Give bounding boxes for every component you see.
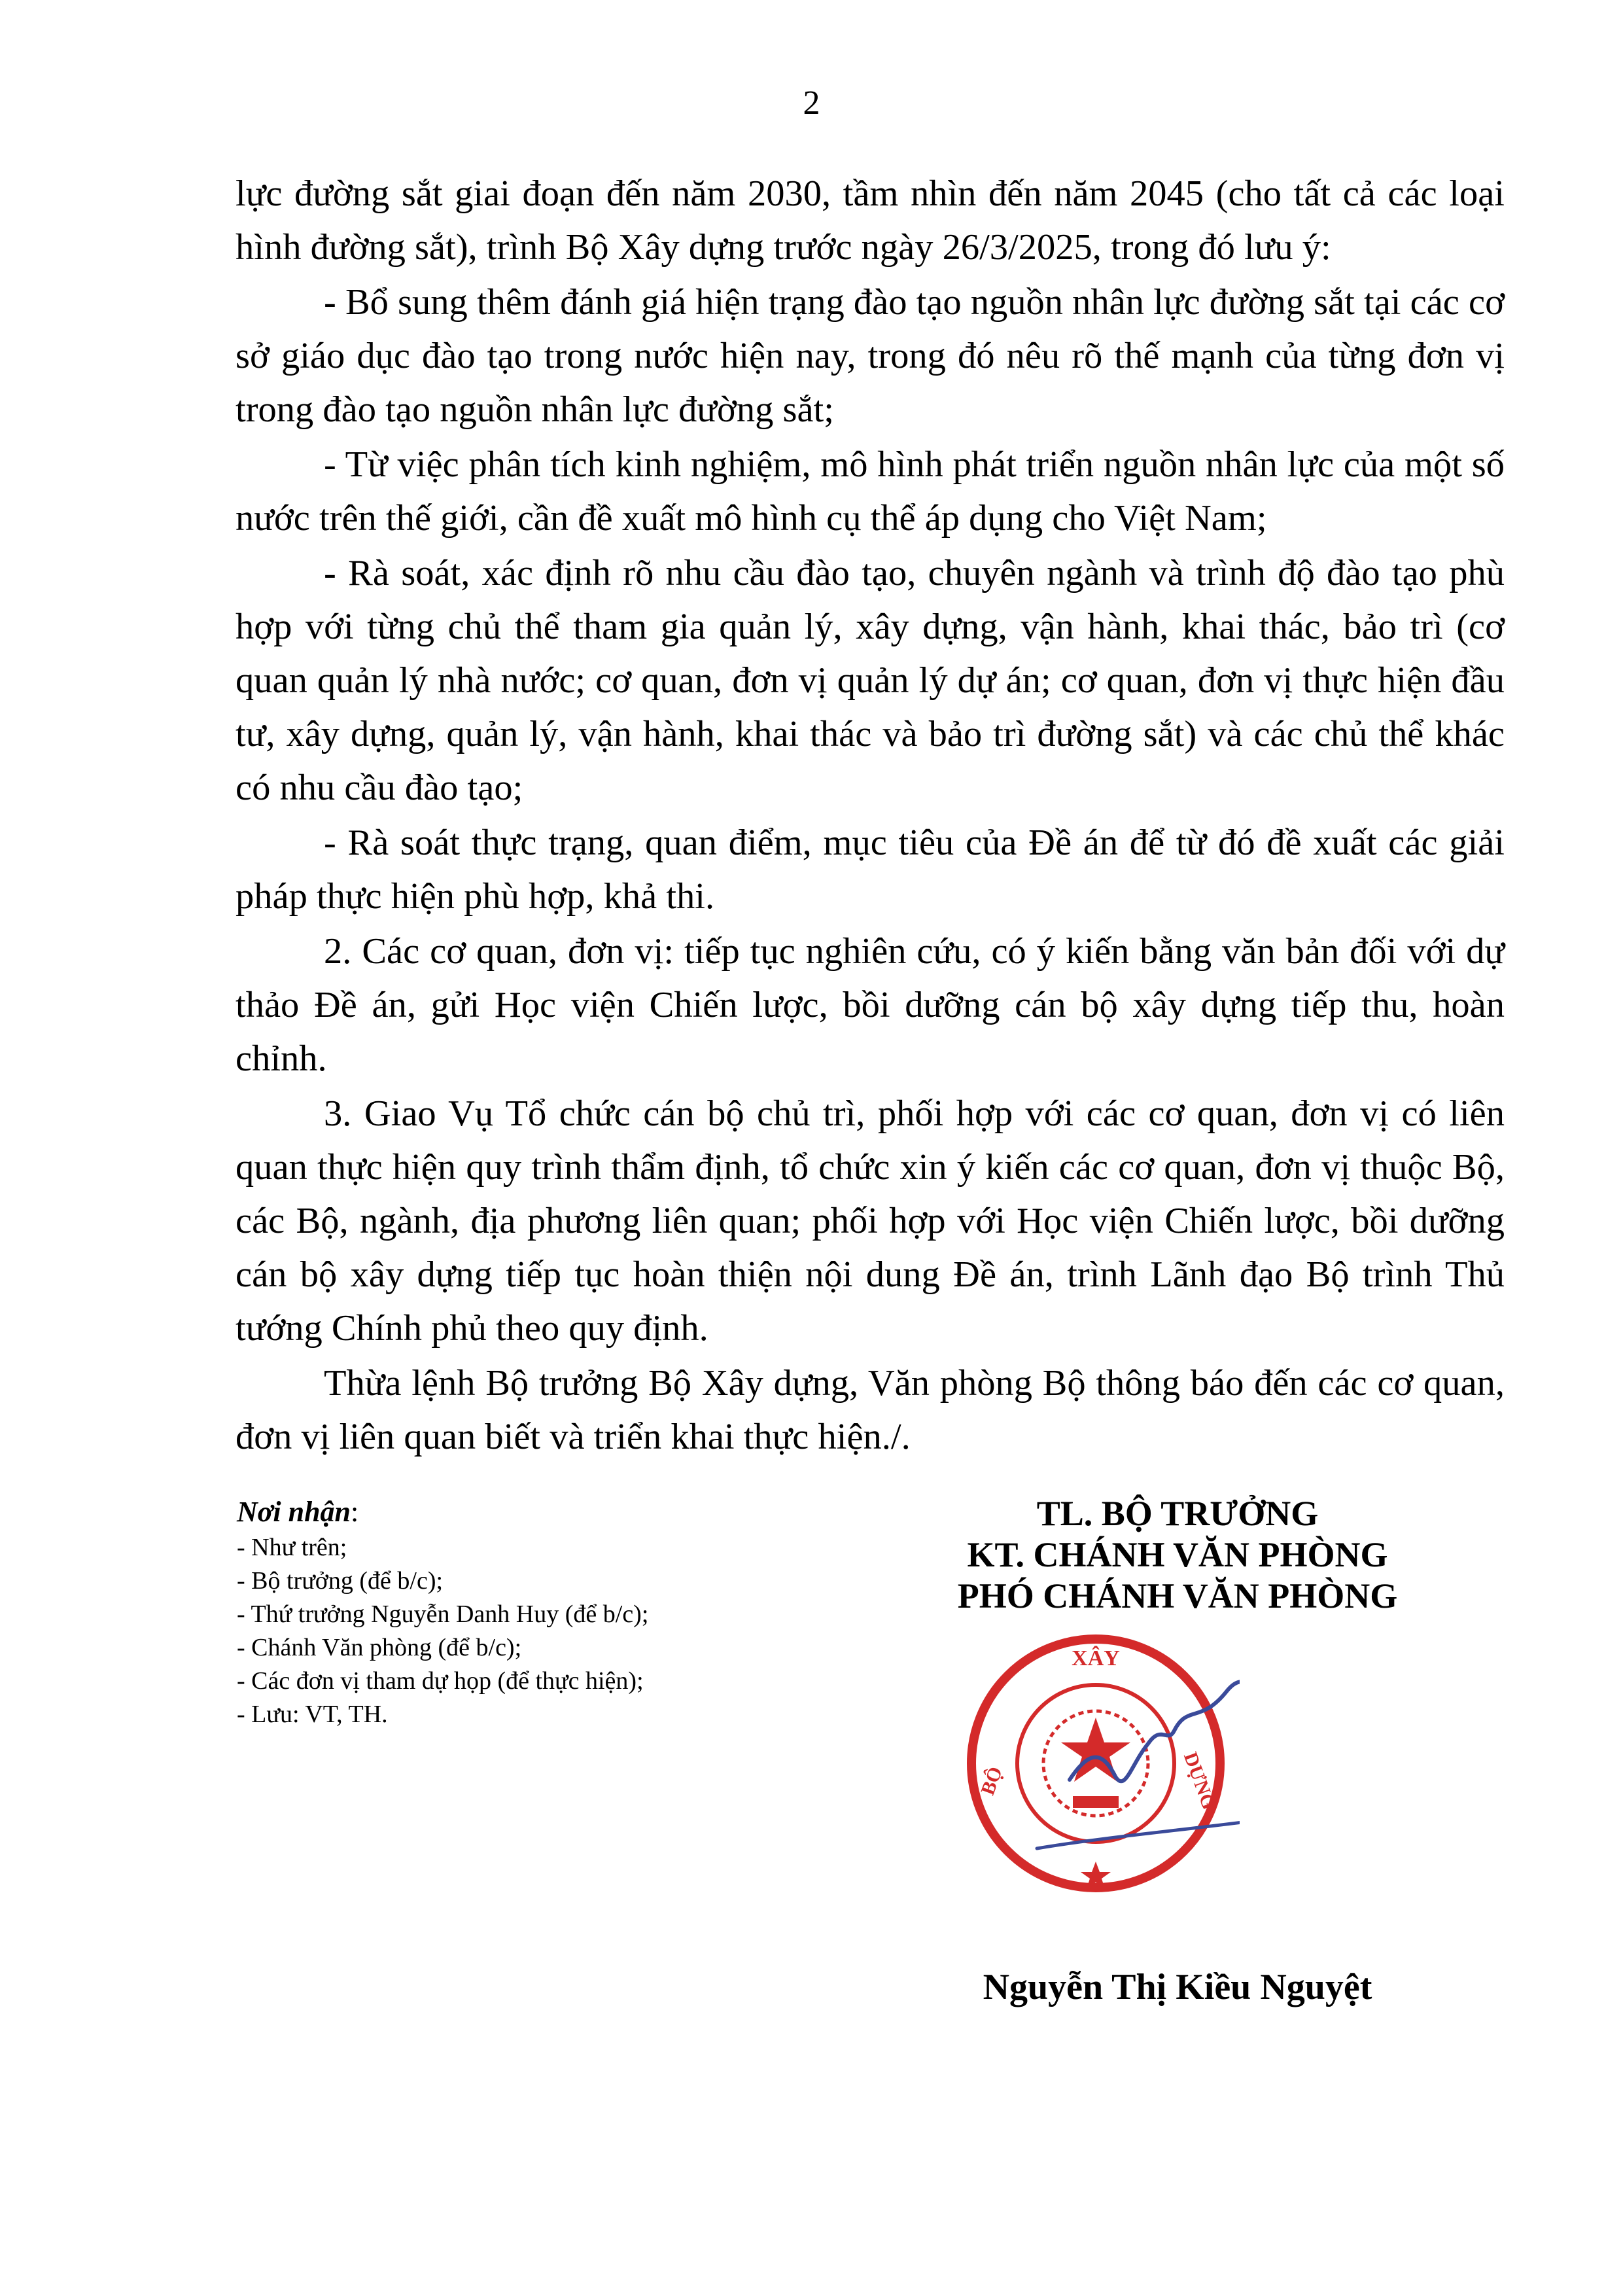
page-number: 2 [803,84,820,122]
paragraph: - Rà soát, xác định rõ nhu cầu đào tạo, chuyên ngành và trình độ đào tạo phù hợp với từng chủ thể tham gia quản lý, xây dựng, vận hành, khai thác, bảo trì (cơ quan quản lý nhà nước; cơ quan, đơn vị quản lý dự án; cơ quan, đơn vị thực hiện đầu tư, xây dựng, quản lý, vận hành, khai thác và bảo trì đường sắt) và các chủ thể khác có nhu cầu đào tạo; [236,553,1505,808]
recipients-title-text: Nơi nhận [237,1496,351,1528]
recipients-title [237,1493,826,1531]
paragraph: 3. Giao Vụ Tổ chức cán bộ chủ trì, phối hợp với các cơ quan, đơn vị có liên quan thực hiện quy trình thẩm định, tổ chức xin ý kiến các cơ quan, đơn vị thuộc Bộ, các Bộ, ngành, địa phương liên quan; phối hợp với Học viện Chiến lược, bồi dưỡng cán bộ xây dựng tiếp tục hoàn thiện nội dung Đề án, trình Lãnh đạo Bộ trình Thủ tướng Chính phủ theo quy định. [236,1093,1505,1349]
recipient-item: - Bộ trưởng (để b/c); [237,1567,444,1595]
stamp-text-left: BỘ [977,1763,1007,1798]
recipients-block [237,1493,826,1731]
recipient-item: - Lưu: VT, TH. [237,1701,388,1728]
paragraph: Thừa lệnh Bộ trưởng Bộ Xây dựng, Văn phòng Bộ thông báo đến các cơ quan, đơn vị liên quan biết và triển khai thực hiện./. [236,1363,1505,1457]
stamp-text-right: DỰNG [1179,1749,1220,1812]
paragraph: 2. Các cơ quan, đơn vị: tiếp tục nghiên cứu, có ý kiến bằng văn bản đối với dự thảo Đề án, gửi Học viện Chiến lược, bồi dưỡng cán bộ xây dựng tiếp thu, hoàn chỉnh. [236,931,1505,1079]
recipient-item: - Thứ trưởng Nguyễn Danh Huy (để b/c); [237,1600,649,1628]
recipient-item: - Các đơn vị tham dự họp (để thực hiện); [237,1667,644,1695]
paragraph: - Rà soát thực trạng, quan điểm, mục tiêu của Đề án để từ đó đề xuất các giải pháp thực hiện phù hợp, khả thi. [236,822,1505,917]
paragraph: - Từ việc phân tích kinh nghiệm, mô hình phát triển nguồn nhân lực của một số nước trên thế giới, cần đề xuất mô hình cụ thể áp dụng cho Việt Nam; [236,444,1505,539]
recipient-item: - Như trên; [237,1534,347,1561]
official-seal-icon [952,1619,1240,1907]
signer-name: Nguyễn Thị Kiều Nguyệt [983,1967,1372,2007]
recipient-item: - Chánh Văn phòng (để b/c); [237,1634,522,1661]
recipients-title-colon: : [351,1496,359,1528]
signature-title-line: PHÓ CHÁNH VĂN PHÒNG [957,1576,1398,1616]
paragraph: - Bổ sung thêm đánh giá hiện trạng đào tạo nguồn nhân lực đường sắt tại các cơ sở giáo dục đào tạo trong nước hiện nay, trong đó nêu rõ thế mạnh của từng đơn vị trong đào tạo nguồn nhân lực đường sắt; [236,282,1505,430]
signature-title-line: KT. CHÁNH VĂN PHÒNG [967,1535,1388,1574]
paragraph: lực đường sắt giai đoạn đến năm 2030, tầm nhìn đến năm 2045 (cho tất cả các loại hình đường sắt), trình Bộ Xây dựng trước ngày 26/3/2025, trong đó lưu ý: [236,173,1505,268]
stamp-text-top: XÂY [1072,1646,1120,1670]
signature-block [850,1493,1505,1617]
document-body [236,167,1505,1465]
recipients-list [237,1531,826,1731]
signature-title-line: TL. BỘ TRƯỞNG [1036,1494,1319,1533]
